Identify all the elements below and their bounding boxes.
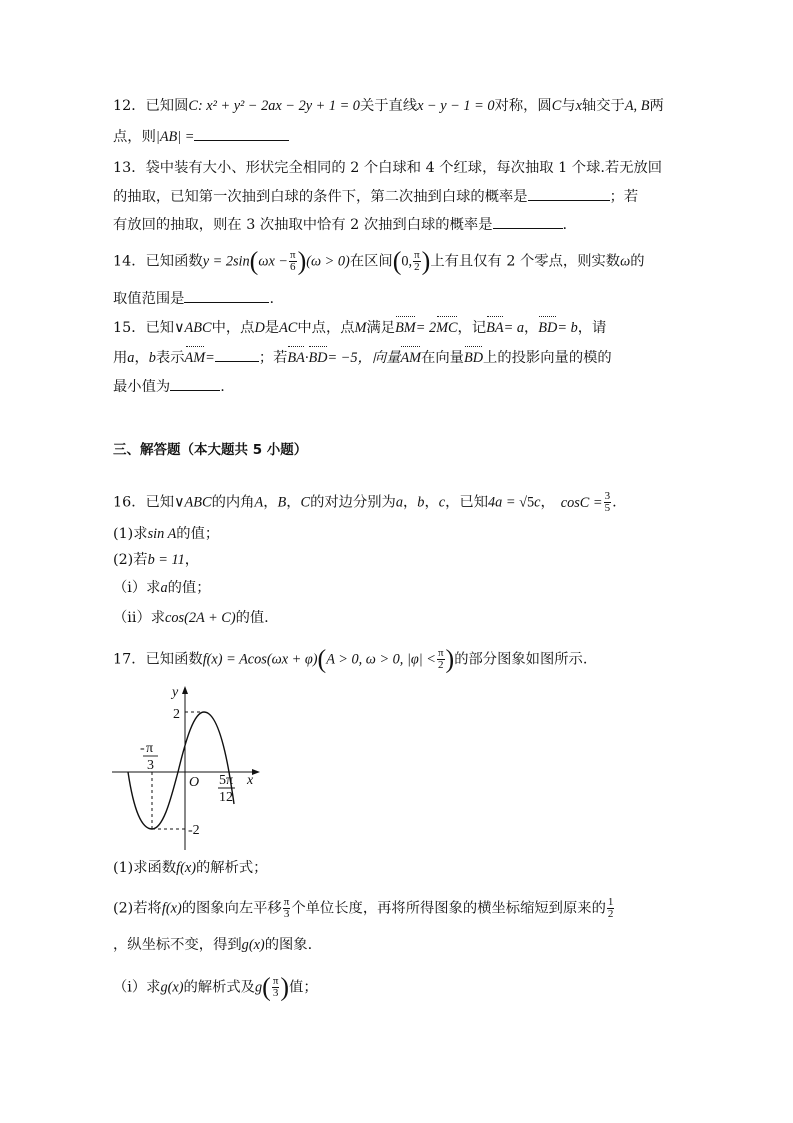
- answer-blank[interactable]: [170, 376, 220, 391]
- q17-part1: (1)求函数f(x)的解析式；: [113, 860, 268, 876]
- y-min-label: -2: [188, 823, 200, 838]
- cosine-curve: [128, 712, 234, 829]
- x-axis-label: x: [247, 773, 254, 788]
- q14-line2: 取值范围是 .: [113, 288, 274, 309]
- answer-blank[interactable]: [215, 347, 259, 362]
- y-axis-arrow: [182, 686, 188, 694]
- y-axis-label: y: [172, 685, 179, 700]
- function-graph: [110, 684, 270, 852]
- right-tick-den: 12: [219, 790, 233, 805]
- q16-part2: (2)若b = 11，: [113, 552, 200, 568]
- section-heading: 三、解答题（本大题共 5 小题）: [113, 442, 308, 458]
- q13-line1: 13．袋中装有大小、形状完全相同的 2 个白球和 4 个红球，每次抽取 1 个球.若无放回: [113, 160, 663, 176]
- q13-line2: 的抽取，已知第一次抽到白球的条件下，第二次抽到白球的概率是 ；若: [113, 186, 638, 207]
- answer-blank[interactable]: [184, 288, 269, 303]
- q17-part2-cont: ，纵坐标不变，得到g(x)的图象.: [113, 937, 313, 953]
- q12-line2: 点，则|AB| =: [113, 126, 289, 147]
- answer-blank[interactable]: [194, 126, 289, 141]
- origin-label: O: [189, 775, 200, 790]
- answer-blank[interactable]: [528, 186, 610, 201]
- q17-part2: (2)若将f(x)的图象向左平移 $\frac{\pi}{3}$ 个单位长度，再将所得图象的横坐标缩短到原来的 $\frac{1}{2}$: [113, 896, 614, 920]
- q16-part2-i: （i）求a的值；: [113, 580, 211, 596]
- right-tick-num: 5π: [219, 773, 234, 788]
- y-max-label: 2: [173, 707, 180, 722]
- left-tick-sign: -: [140, 741, 145, 756]
- q17-part2-i: （i）求g(x)的解析式及g( $\frac{\pi}{3}$ )值；: [113, 972, 318, 1002]
- left-tick-den: 3: [147, 758, 154, 773]
- q16-part1: (1)求sin A的值；: [113, 526, 220, 542]
- q12-line1: 12．已知圆C: x² + y² − 2ax − 2y + 1 = 0关于直线x − y − 1 = 0对称，圆C与x轴交于A, B两: [113, 98, 664, 114]
- q15-line2: 用a，b表示AM= ；若BA·BD= −5，向量AM在向量BD上的投影向量的模的: [113, 347, 612, 368]
- q15-line1: 15．已知∨ABC中，点D是AC中点，点M满足BM= 2MC，记BA= a，BD= b，请: [113, 320, 607, 336]
- q16-line1: 16．已知∨ABC的内角A，B，C的对边分别为a，b，c，已知4a = √5c， cosC = $\frac{3}{5}$ .: [113, 490, 617, 514]
- q14-line1: 14．已知函数y = 2sin(ωx − $\frac{\pi}{6}$ )(ω > 0)在区间(0, $\frac{\pi}{2}$ )上有且仅有 2 个零点，则实数ω的: [113, 246, 645, 276]
- q16-part2-ii: （ii）求cos(2A + C)的值.: [113, 610, 269, 626]
- q15-line3: 最小值为 .: [113, 376, 225, 397]
- q17-line1: 17．已知函数f(x) = Acos(ωx + φ)(A > 0, ω > 0, |φ| < $\frac{\pi}{2}$ )的部分图象如图所示.: [113, 644, 588, 674]
- answer-blank[interactable]: [493, 214, 563, 229]
- left-tick-num: π: [146, 741, 154, 756]
- q13-line3: 有放回的抽取，则在 3 次抽取中恰有 2 次抽到白球的概率是 .: [113, 214, 567, 235]
